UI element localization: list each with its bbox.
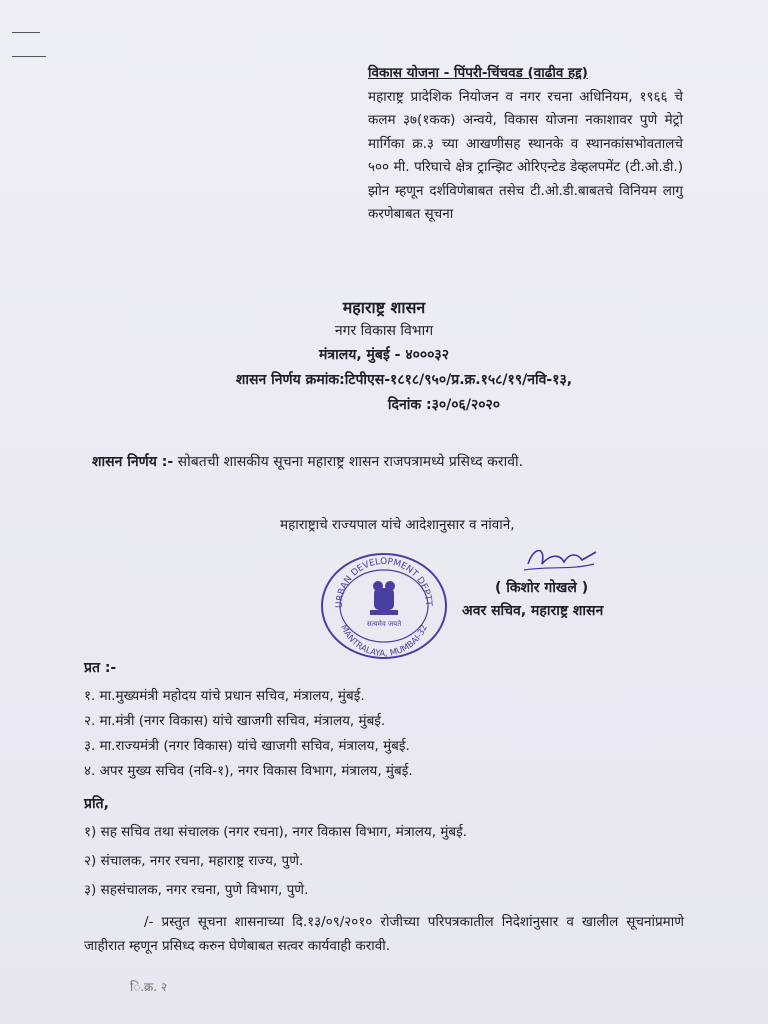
list-item: ३. मा.राज्यमंत्री (नगर विकास) यांचे खाजगी सचिव, मंत्रालय, मुंबई. <box>84 738 410 754</box>
list-item: ३) सहसंचालक, नगर रचना, पुणे विभाग, पुणे. <box>84 882 309 898</box>
footer-mark: ि.क्र. २ <box>130 980 168 994</box>
emblem-icon <box>370 581 398 615</box>
department-seal <box>318 550 450 660</box>
subject-block <box>368 62 683 227</box>
seal-bottom-text: MANTRALAYA, MUMBAI-32 <box>338 623 430 660</box>
department-name: नगर विकास विभाग <box>334 323 434 339</box>
margin-mark <box>12 56 46 57</box>
list-item: १) सह सचिव तथा संचालक (नगर रचना), नगर विकास विभाग, मंत्रालय, मुंबई. <box>84 824 468 840</box>
forward-to-list <box>84 818 467 905</box>
list-item: १. मा.मुख्यमंत्री महोदय यांचे प्रधान सचिव, मंत्रालय, मुंबई. <box>84 688 365 704</box>
instruction-paragraph: /- प्रस्तुत सूचना शासनाच्या दि.१३/०९/२०१० रोजीच्या परिपत्रकातील निदेशांनुसार व खालील सूचनांप्रमाणे जाहीरात म्हणून प्रसिध्द करुन घेणेबाबत सत्वर कार्यवाही करावी. <box>84 914 684 954</box>
gr-date: दिनांक :३०/०६/२०२० <box>387 397 501 413</box>
margin-mark <box>12 32 40 33</box>
signer-designation: अवर सचिव, महाराष्ट्र शासन <box>462 603 604 619</box>
list-item: ४. अपर मुख्य सचिव (नवि-१), नगर विकास विभाग, मंत्रालय, मुंबई. <box>84 763 413 779</box>
order-text: सोबतची शासकीय सूचना महाराष्ट्र शासन राजपत्रामध्ये प्रसिध्द करावी. <box>177 454 524 470</box>
gr-number: शासन निर्णय क्रमांक:टिपीएस-१८१८/९५०/प्र.क्र.१५८/१९/नवि-१३, <box>235 372 573 388</box>
government-name: महाराष्ट्र शासन <box>342 298 426 317</box>
by-order-line: महाराष्ट्राचे राज्यपाल यांचे आदेशानुसार व नांवाने, <box>280 517 515 533</box>
seal-motto: सत्यमेव जयते <box>366 620 402 628</box>
svg-text:MANTRALAYA, MUMBAI-32 <box>338 623 430 659</box>
list-item: २) संचालक, नगर रचना, महाराष्ट्र राज्य, पुणे. <box>84 853 304 869</box>
copy-to-list <box>84 684 413 784</box>
order-line <box>92 452 523 471</box>
office-address: मंत्रालय, मुंबई - ४०००३२ <box>318 347 449 363</box>
forward-to-heading: प्रति, <box>84 796 109 812</box>
order-label: शासन निर्णय :- <box>92 454 174 470</box>
seal-top-text: URBAN DEVELOPMENT DEPTT <box>334 556 434 609</box>
signer-name: ( किशोर गोखले ) <box>495 580 589 596</box>
subject-title: विकास योजना - पिंपरी-चिंचवड (वाढीव हद्द) <box>368 65 588 81</box>
copy-to-heading: प्रत :- <box>84 660 117 676</box>
signature-mark <box>520 540 600 580</box>
subject-body: महाराष्ट्र प्रादेशिक नियोजन व नगर रचना अधिनियम, १९६६ चे कलम ३७(१कक) अन्वये, विकास योजना नकाशावर पुणे मेट्रो मार्गिका क्र.३ च्या आखणीसह स्थानके व स्थानकांसभोवतालचे ५०० मी. परिघाचे क्षेत्र ट्रान्झिट ओरिएन्टेड डेव्हलपमेंट (टी.ओ.डी.) झोन म्हणून दर्शविणेबाबत तसेच टी.ओ.डी.बाबतचे विनियम लागु करणेबाबत सूचना <box>368 88 683 222</box>
list-item: २. मा.मंत्री (नगर विकास) यांचे खाजगी सचिव, मंत्रालय, मुंबई. <box>84 713 386 729</box>
